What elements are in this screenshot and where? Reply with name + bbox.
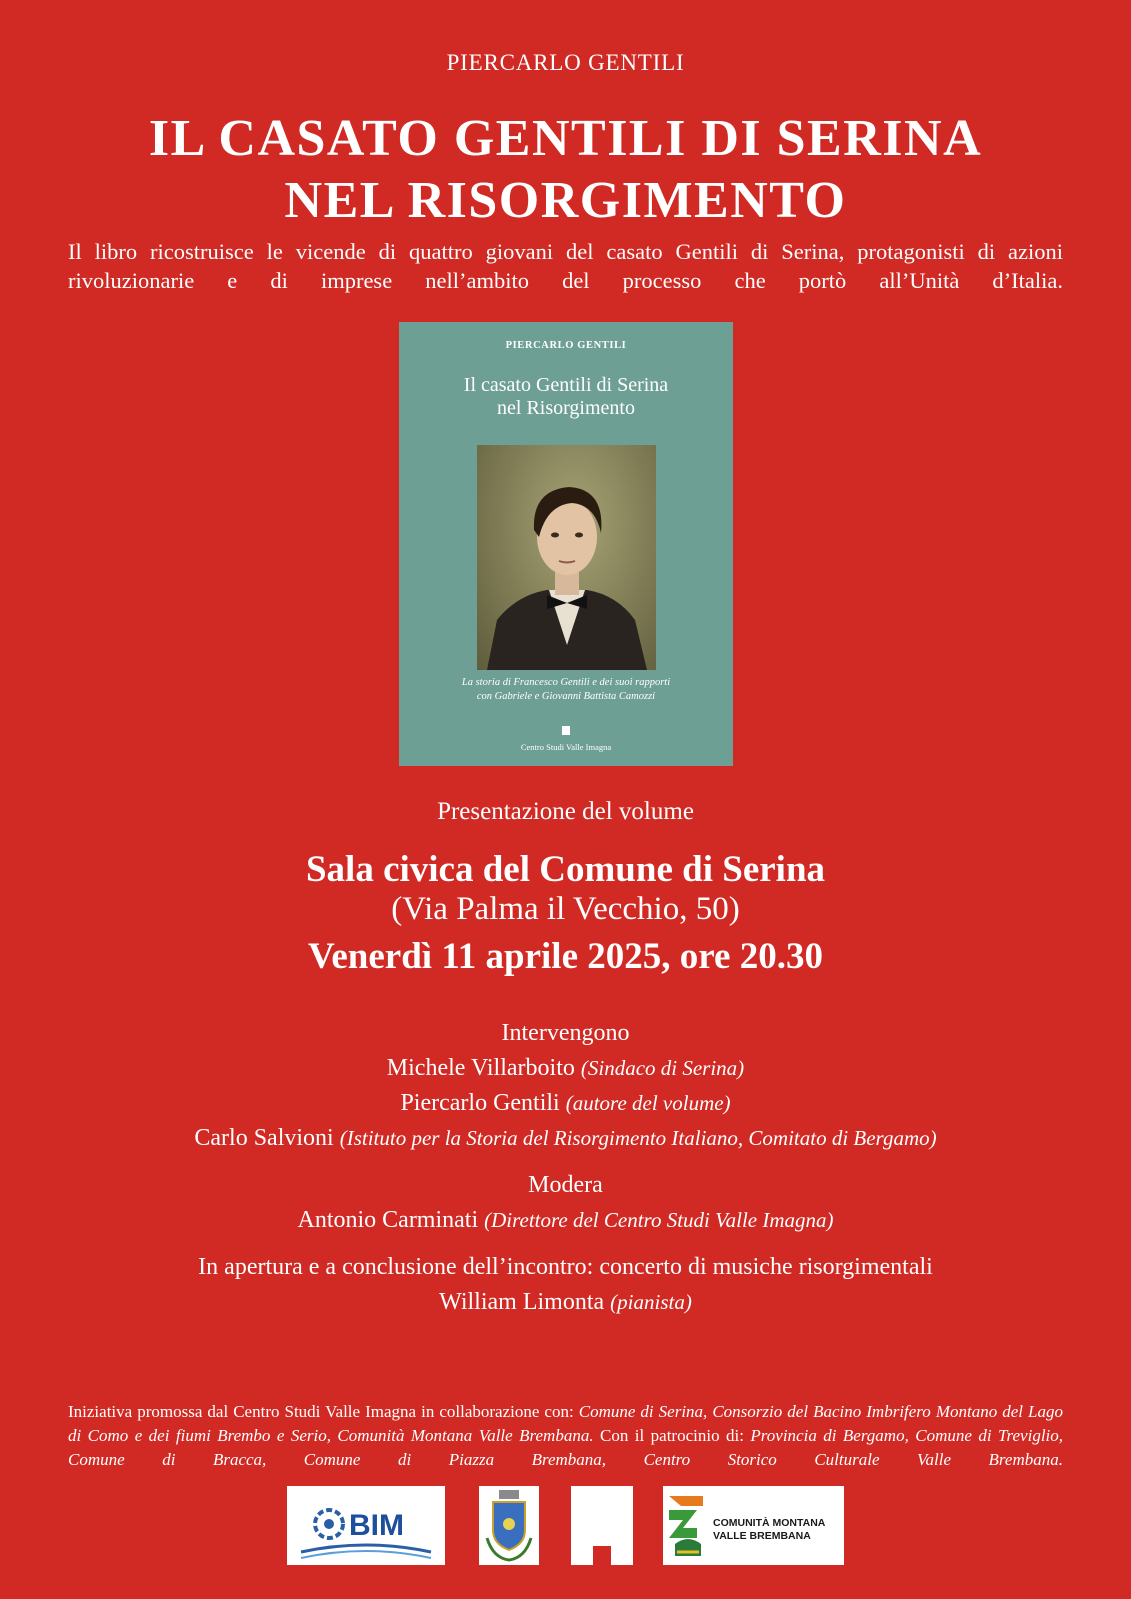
patronage-label: Con il patrocinio di: [600,1426,744,1445]
event-address: (Via Palma il Vecchio, 50) [391,891,740,927]
cover-subtitle-line-1: La storia di Francesco Gentili e dei suoi rapporti [461,677,671,688]
speaker-role: (autore del volume) [565,1091,731,1115]
cover-title-line-1: Il casato Gentili di Serina [463,374,669,396]
poster-title [0,108,1131,232]
speaker-row [0,1121,1131,1156]
speaker-name: Michele Villarboito [386,1055,575,1081]
event-date: Venerdì 11 aprile 2025, ore 20.30 [308,936,823,977]
speaker-row [0,1086,1131,1121]
promoted-by-text: Iniziativa promossa dal Centro Studi Valle Imagna in collaborazione con: [68,1402,574,1421]
csvi-logo-icon [571,1486,633,1565]
cover-publisher: Centro Studi Valle Imagna [520,742,612,752]
moderator-row [0,1203,1131,1238]
cover-author: PIERCARLO GENTILI [505,340,627,351]
speaker-name: Carlo Salvioni [194,1125,334,1151]
presentation-label: Presentazione del volume [437,798,694,825]
moderator-heading: Modera [528,1172,603,1198]
cover-subtitle-line-2: con Gabriele e Giovanni Battista Camozzi [476,691,656,702]
pianist-role: (pianista) [610,1290,692,1314]
cover-title-line-2: nel Risorgimento [497,397,635,419]
book-cover [399,322,733,766]
coat-of-arms-icon [479,1486,539,1565]
portrait-image [477,445,656,670]
speaker-role: (Sindaco di Serina) [580,1056,745,1080]
bim-logo [287,1486,445,1565]
partners-text: Comune di Serina, Consorzio del Bacino Imbrifero Montano del Lago di Como e dei fiumi Brembo e Serio, Comunità Montana Valle Brembana. [68,1402,1063,1445]
publisher-logo-icon [562,726,570,735]
cmvb-emblem-icon [663,1486,713,1565]
cmvb-line-2: VALLE BREMBANA [713,1530,811,1542]
speaker-row [0,1051,1131,1086]
comunita-montana-logo [663,1486,844,1565]
cmvb-logo-text [713,1517,841,1543]
moderator-role: (Direttore del Centro Studi Valle Imagna) [484,1208,834,1232]
portrait-illustration [477,445,656,670]
title-line-1: IL CASATO GENTILI DI SERINA [148,110,983,167]
svg-text:BIM: BIM [349,1509,404,1542]
pianist-name: William Limonta [439,1289,605,1315]
title-line-2: NEL RISORGIMENTO [284,172,847,229]
centro-studi-logo [571,1486,633,1546]
event-venue: Sala civica del Comune di Serina [305,849,826,890]
moderator-name: Antonio Carminati [297,1207,479,1233]
footer-credits [68,1400,1063,1472]
intro-paragraph: Il libro ricostruisce le vicende di quattro giovani del casato Gentili di Serina, protagonisti di azioni rivoluzionarie e di imprese nell’ambito del processo che portò all’Unità d’Italia. [68,239,1063,293]
speaker-role: (Istituto per la Storia del Risorgimento Italiano, Comitato di Bergamo) [339,1126,937,1150]
speakers-heading: Intervengono [501,1020,630,1046]
speaker-name: Piercarlo Gentili [400,1090,560,1116]
cover-subtitle [399,676,733,704]
pianist-row [0,1285,1131,1320]
author-name: PIERCARLO GENTILI [446,50,685,75]
cmvb-line-1: COMUNITÀ MONTANA [713,1517,826,1529]
cover-title [399,374,733,420]
concert-text: In apertura e a conclusione dell’incontro: concerto di musiche risorgimentali [198,1254,933,1280]
patrons-text: Provincia di Bergamo, Comune di Treviglio, Comune di Bracca, Comune di Piazza Brembana, Centro Storico Culturale Valle Brembana. [68,1426,1064,1469]
speakers-section [0,1016,1131,1320]
serina-coat-of-arms [479,1486,539,1565]
bim-logo-icon [287,1486,445,1565]
